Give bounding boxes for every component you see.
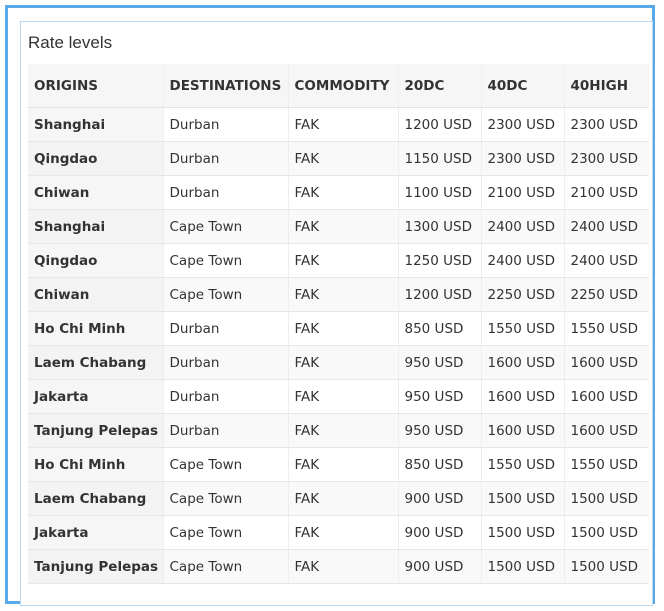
- rate-20dc-cell: 1200 USD: [398, 278, 481, 312]
- destination-cell: Durban: [163, 142, 288, 176]
- rate-40dc-cell: 2400 USD: [481, 210, 564, 244]
- commodity-cell: FAK: [288, 516, 398, 550]
- commodity-cell: FAK: [288, 176, 398, 210]
- rate-40high-cell: 1600 USD: [564, 414, 649, 448]
- commodity-cell: FAK: [288, 108, 398, 142]
- destination-cell: Durban: [163, 380, 288, 414]
- origin-cell: Jakarta: [28, 516, 163, 550]
- destination-cell: Cape Town: [163, 448, 288, 482]
- rate-20dc-cell: 900 USD: [398, 516, 481, 550]
- table-caption: Rate levels: [28, 33, 113, 52]
- rate-40high-cell: 1500 USD: [564, 482, 649, 516]
- rate-40dc-cell: 1500 USD: [481, 516, 564, 550]
- destination-cell: Cape Town: [163, 516, 288, 550]
- origin-cell: Chiwan: [28, 278, 163, 312]
- table-row: [28, 346, 649, 380]
- rate-20dc-cell: 1300 USD: [398, 210, 481, 244]
- commodity-cell: FAK: [288, 312, 398, 346]
- rate-40high-cell: 1500 USD: [564, 516, 649, 550]
- commodity-cell: FAK: [288, 448, 398, 482]
- rate-40high-cell: 2300 USD: [564, 142, 649, 176]
- table-row: [28, 516, 649, 550]
- table-row: [28, 312, 649, 346]
- rate-40dc-cell: 1500 USD: [481, 482, 564, 516]
- rate-40dc-cell: 2100 USD: [481, 176, 564, 210]
- table-header-row: [28, 64, 649, 108]
- destination-cell: Durban: [163, 414, 288, 448]
- rate-table: [28, 64, 649, 584]
- destination-cell: Durban: [163, 346, 288, 380]
- rate-20dc-cell: 1100 USD: [398, 176, 481, 210]
- table-row: [28, 210, 649, 244]
- destination-cell: Durban: [163, 176, 288, 210]
- commodity-cell: FAK: [288, 244, 398, 278]
- rate-40high-cell: 1550 USD: [564, 448, 649, 482]
- rate-20dc-cell: 950 USD: [398, 346, 481, 380]
- origin-cell: Tanjung Pelepas: [28, 550, 163, 584]
- commodity-cell: FAK: [288, 482, 398, 516]
- table-row: [28, 550, 649, 584]
- origin-cell: Laem Chabang: [28, 346, 163, 380]
- rate-40high-cell: 2250 USD: [564, 278, 649, 312]
- rate-40high-cell: 2400 USD: [564, 210, 649, 244]
- destination-cell: Cape Town: [163, 244, 288, 278]
- commodity-cell: FAK: [288, 278, 398, 312]
- rate-40high-cell: 1500 USD: [564, 550, 649, 584]
- origin-cell: Laem Chabang: [28, 482, 163, 516]
- table-container: [20, 21, 653, 606]
- rate-20dc-cell: 850 USD: [398, 448, 481, 482]
- column-header-destinations: DESTINATIONS: [163, 64, 288, 108]
- rate-40dc-cell: 2300 USD: [481, 108, 564, 142]
- origin-cell: Qingdao: [28, 142, 163, 176]
- origin-cell: Chiwan: [28, 176, 163, 210]
- commodity-cell: FAK: [288, 210, 398, 244]
- rate-20dc-cell: 900 USD: [398, 550, 481, 584]
- rate-40high-cell: 2100 USD: [564, 176, 649, 210]
- destination-cell: Cape Town: [163, 550, 288, 584]
- rate-40dc-cell: 2250 USD: [481, 278, 564, 312]
- column-header-40high: 40HIGH: [564, 64, 649, 108]
- commodity-cell: FAK: [288, 550, 398, 584]
- rate-40high-cell: 2300 USD: [564, 108, 649, 142]
- rate-20dc-cell: 850 USD: [398, 312, 481, 346]
- destination-cell: Cape Town: [163, 278, 288, 312]
- rate-40dc-cell: 1550 USD: [481, 448, 564, 482]
- rate-40high-cell: 1600 USD: [564, 346, 649, 380]
- table-row: [28, 244, 649, 278]
- column-header-commodity: COMMODITY: [288, 64, 398, 108]
- rate-40high-cell: 1550 USD: [564, 312, 649, 346]
- origin-cell: Ho Chi Minh: [28, 448, 163, 482]
- rate-40dc-cell: 2300 USD: [481, 142, 564, 176]
- commodity-cell: FAK: [288, 346, 398, 380]
- rate-40dc-cell: 1500 USD: [481, 550, 564, 584]
- rate-20dc-cell: 1150 USD: [398, 142, 481, 176]
- rate-40high-cell: 2400 USD: [564, 244, 649, 278]
- rate-20dc-cell: 950 USD: [398, 380, 481, 414]
- table-row: [28, 448, 649, 482]
- rate-20dc-cell: 950 USD: [398, 414, 481, 448]
- column-header-20dc: 20DC: [398, 64, 481, 108]
- commodity-cell: FAK: [288, 142, 398, 176]
- rate-20dc-cell: 900 USD: [398, 482, 481, 516]
- commodity-cell: FAK: [288, 414, 398, 448]
- origin-cell: Qingdao: [28, 244, 163, 278]
- destination-cell: Cape Town: [163, 210, 288, 244]
- origin-cell: Jakarta: [28, 380, 163, 414]
- destination-cell: Durban: [163, 108, 288, 142]
- table-row: [28, 482, 649, 516]
- column-header-40dc: 40DC: [481, 64, 564, 108]
- commodity-cell: FAK: [288, 380, 398, 414]
- destination-cell: Durban: [163, 312, 288, 346]
- destination-cell: Cape Town: [163, 482, 288, 516]
- origin-cell: Ho Chi Minh: [28, 312, 163, 346]
- rate-40dc-cell: 1600 USD: [481, 346, 564, 380]
- rate-40dc-cell: 1600 USD: [481, 380, 564, 414]
- origin-cell: Shanghai: [28, 108, 163, 142]
- rate-20dc-cell: 1200 USD: [398, 108, 481, 142]
- origin-cell: Shanghai: [28, 210, 163, 244]
- rate-40high-cell: 1600 USD: [564, 380, 649, 414]
- table-row: [28, 414, 649, 448]
- table-row: [28, 142, 649, 176]
- origin-cell: Tanjung Pelepas: [28, 414, 163, 448]
- table-row: [28, 176, 649, 210]
- outer-frame: [5, 5, 655, 604]
- rate-40dc-cell: 1550 USD: [481, 312, 564, 346]
- table-row: [28, 278, 649, 312]
- table-row: [28, 380, 649, 414]
- rate-20dc-cell: 1250 USD: [398, 244, 481, 278]
- table-row: [28, 108, 649, 142]
- column-header-origins: ORIGINS: [28, 64, 163, 108]
- rate-40dc-cell: 1600 USD: [481, 414, 564, 448]
- rate-40dc-cell: 2400 USD: [481, 244, 564, 278]
